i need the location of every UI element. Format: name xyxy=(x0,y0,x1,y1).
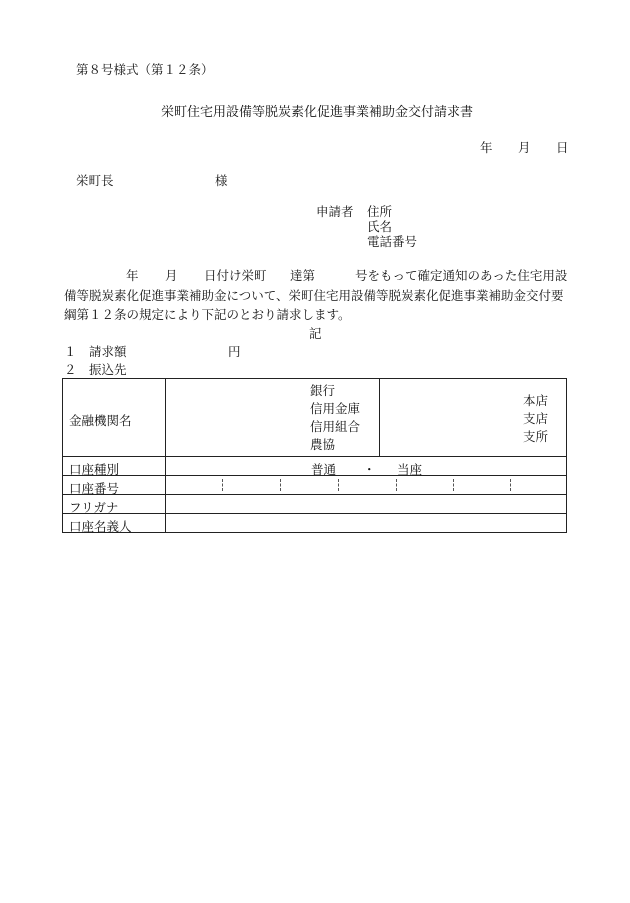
institution-row xyxy=(63,379,566,456)
account-number-label: 口座番号 xyxy=(69,481,120,496)
account-holder-row xyxy=(63,513,566,532)
body-month: 月 xyxy=(165,268,178,283)
date-day: 日 xyxy=(556,140,569,155)
digit-divider xyxy=(510,479,511,491)
bank-account-table xyxy=(62,378,567,533)
addressee-name: 栄町長 xyxy=(76,173,114,188)
document-title: 栄町住宅用設備等脱炭素化促進事業補助金交付請求書 xyxy=(161,105,474,120)
furigana-row xyxy=(63,494,566,513)
applicant-address-label: 住所 xyxy=(367,204,393,219)
institution-type-list xyxy=(310,382,360,454)
account-type-row xyxy=(63,456,566,475)
digit-divider xyxy=(396,479,397,491)
furigana-label: フリガナ xyxy=(69,500,119,515)
digit-divider xyxy=(222,479,223,491)
account-number-row xyxy=(63,475,566,494)
body-line-3: 綱第１２条の規定により下記のとおり請求します。 xyxy=(64,307,351,322)
digit-divider xyxy=(453,479,454,491)
institution-type: 銀行 xyxy=(310,383,336,398)
claim-number: １ xyxy=(64,344,77,359)
applicant-label: 申請者 xyxy=(316,204,354,219)
applicant-phone-label: 電話番号 xyxy=(367,234,418,249)
account-type-futsu[interactable]: 普通 xyxy=(311,462,337,477)
branch-type-list xyxy=(523,392,548,446)
claim-unit: 円 xyxy=(228,344,241,359)
institution-type: 信用金庫 xyxy=(310,401,361,416)
body-dated-prefix: 日付け栄町 xyxy=(204,268,267,283)
date-month: 月 xyxy=(518,140,531,155)
institution-label: 金融機関名 xyxy=(69,413,132,428)
form-number: 第８号様式（第１２条） xyxy=(76,62,214,77)
date-year: 年 xyxy=(480,140,493,155)
bank-number: ２ xyxy=(64,362,77,377)
body-line-1 xyxy=(64,266,574,286)
body-year: 年 xyxy=(126,268,139,283)
account-type-separator: ・ xyxy=(363,462,376,477)
digit-divider xyxy=(280,479,281,491)
branch-type: 支所 xyxy=(522,429,548,444)
account-holder-label: 口座名義人 xyxy=(69,519,132,534)
body-paragraph xyxy=(64,266,574,325)
body-line1-tail: 号をもって確定通知のあった住宅用設 xyxy=(355,268,568,283)
bank-label: 振込先 xyxy=(89,362,127,377)
applicant-name-label: 氏名 xyxy=(367,219,393,234)
account-type-toza[interactable]: 当座 xyxy=(397,462,423,477)
claim-label: 請求額 xyxy=(89,344,127,359)
institution-type: 農協 xyxy=(310,437,336,452)
body-line-2: 備等脱炭素化促進事業補助金について、栄町住宅用設備等脱炭素化促進事業補助金交付要 xyxy=(64,287,564,303)
branch-type: 本店 xyxy=(522,393,548,408)
ki-label: 記 xyxy=(309,326,322,341)
institution-type: 信用組合 xyxy=(310,419,361,434)
digit-divider xyxy=(338,479,339,491)
addressee-honorific: 様 xyxy=(215,173,228,188)
account-type-label: 口座種別 xyxy=(69,462,120,477)
body-notice-prefix: 達第 xyxy=(290,268,316,283)
branch-type: 支店 xyxy=(522,411,548,426)
